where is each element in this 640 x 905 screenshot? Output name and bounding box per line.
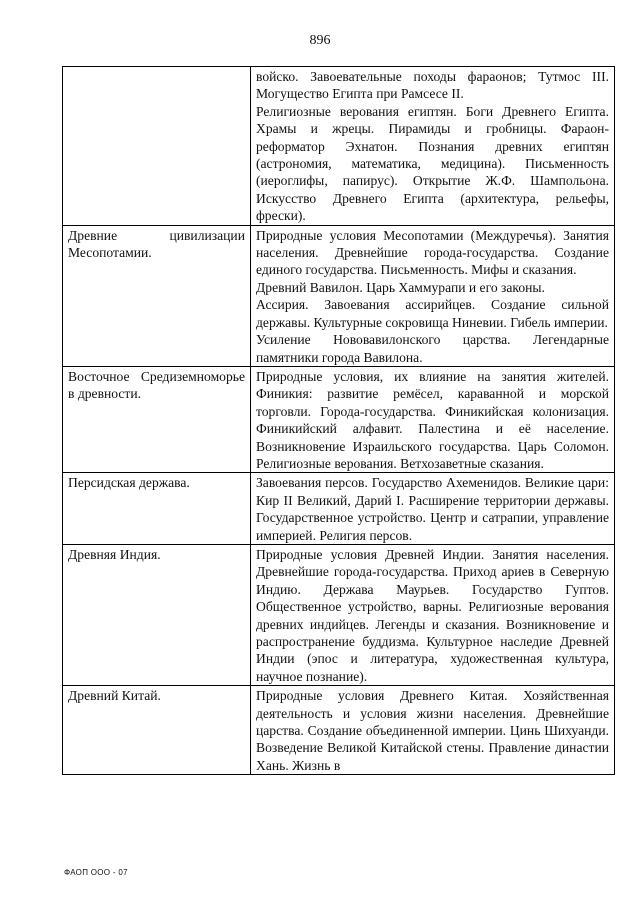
table-row [63,67,615,226]
content-cell [251,544,615,685]
content-cell [251,686,615,775]
table-row [63,225,615,366]
content-cell [251,473,615,545]
content-paragraph: Усиление Нововавилонского царства. Легендарные памятники города Вавилона. [256,332,609,365]
document-code: ФАОП ООО - 07 [64,868,128,877]
topic-cell: Древняя Индия. [63,544,251,685]
table-row [63,686,615,775]
topic-cell [63,67,251,226]
content-cell [251,225,615,366]
curriculum-table [62,66,615,775]
page-number: 896 [309,33,331,48]
content-paragraph: Древний Вавилон. Царь Хаммурапи и его законы. [256,279,545,295]
topic-cell: Древние цивилизации Месопотамии. [63,225,251,366]
content-paragraph: Религиозные верования египтян. Боги Древнего Египта. Храмы и жрецы. Пирамиды и гробницы. Фараон-реформатор Эхнатон. Познания древних египтян (астрономия, математика, медицина). Письменность (иероглифы, папирус). Открытие Ж.Ф. Шампольона. Искусство Древнего Египта (архитектура, рельефы, фрески). [256,103,609,224]
table-body [63,67,615,775]
content-paragraph: Природные условия Древнего Китая. Хозяйственная деятельность и условия жизни населения. Древнейшие царства. Создание объединенной империи. Цинь Шихуанди. Возведение Великой Китайской стены. Правление династии Хань. Жизнь в [256,688,609,773]
topic-cell: Древний Китай. [63,686,251,775]
content-paragraph: Завоевания персов. Государство Ахеменидов. Великие цари: Кир II Великий, Дарий I. Расширение территории державы. Государственное устройство. Центр и сатрапии, управление империей. Религия персов. [256,475,609,543]
table-row [63,366,615,472]
topic-cell: Восточное Средиземноморье в древности. [63,366,251,472]
content-cell [251,366,615,472]
content-paragraph: Природные условия Древней Индии. Занятия населения. Древнейшие города-государства. Приход ариев в Северную Индию. Держава Маурьев. Государство Гуптов. Общественное устройство, варны. Религиозные верования древних индийцев. Легенды и сказания. Возникновение и распространение буддизма. Культурное наследие Древней Индии (эпос и литература, художественная культура, научное познание). [256,546,609,684]
table-row [63,544,615,685]
content-paragraph: Ассирия. Завоевания ассирийцев. Создание сильной державы. Культурные сокровища Ниневии. Гибель империи. [256,297,609,330]
content-paragraph: Природные условия, их влияние на занятия жителей. Финикия: развитие ремёсел, караванной и морской торговли. Города-государства. Финикийская колонизация. Финикийский алфавит. Палестина и её население. Возникновение Израильского государства. Царь Соломон. Религиозные верования. Ветхозаветные сказания. [256,368,609,471]
content-paragraph: Природные условия Месопотамии (Междуречья). Занятия населения. Древнейшие города-государства. Создание единого государства. Письменность. Мифы и сказания. [256,227,609,278]
topic-cell: Персидская держава. [63,473,251,545]
table-row [63,473,615,545]
content-paragraph: войско. Завоевательные походы фараонов; Тутмос III. Могущество Египта при Рамсесе II. [256,69,609,102]
content-cell [251,67,615,226]
